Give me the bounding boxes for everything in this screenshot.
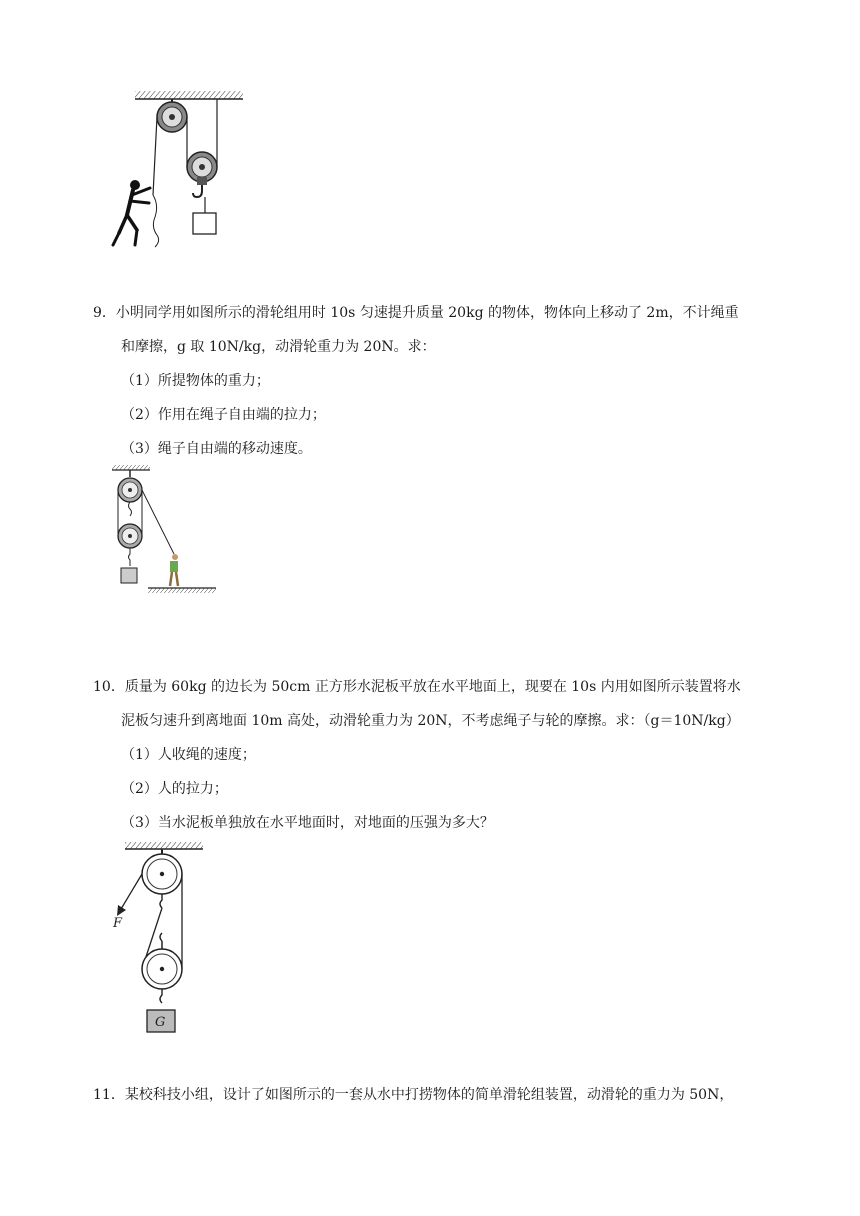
figure-pulley-group-with-worker (110, 462, 225, 602)
figure-person-pulley (105, 85, 255, 260)
sub-question-3: （3）当水泥板单独放在水平地面时，对地面的压强为多大？ (121, 815, 494, 831)
question-text-line-1: 质量为 60kg 的边长为 50cm 正方形水泥板平放在水平地面上，现要在 10s 内用如图所示装置将水 (124, 679, 741, 695)
sub-question-2: （2）作用在绳子自由端的拉力； (121, 407, 326, 423)
question-number: 10． (93, 679, 125, 695)
question-11 (93, 1086, 733, 1104)
question-text-line-1: 某校科技小组，设计了如图所示的一套从水中打捞物体的简单滑轮组装置，动滑轮的重力为 50N， (124, 1087, 734, 1103)
sub-question-1: （1）人收绳的速度； (121, 747, 256, 763)
question-text-line-2: 和摩擦，g 取 10N/kg，动滑轮重力为 20N。求： (121, 339, 436, 355)
figure-pulley-force-weight (105, 837, 215, 1037)
question-text-line-2: 泥板匀速升到离地面 10m 高处，动滑轮重力为 20N，不考虑绳子与轮的摩擦。求：（g＝10N/kg） (121, 713, 740, 729)
question-10 (93, 678, 741, 696)
question-number: 9． (93, 305, 116, 321)
force-label: F (113, 916, 123, 931)
question-9 (93, 304, 739, 322)
weight-label: G (155, 1015, 166, 1030)
question-text-line-1: 小明同学用如图所示的滑轮组用时 10s 匀速提升质量 20kg 的物体，物体向上移动了 2m，不计绳重 (115, 305, 739, 321)
sub-question-1: （1）所提物体的重力； (121, 373, 270, 389)
sub-question-2: （2）人的拉力； (121, 781, 228, 797)
sub-question-3: （3）绳子自由端的移动速度。 (121, 441, 312, 457)
question-number: 11． (93, 1087, 125, 1103)
